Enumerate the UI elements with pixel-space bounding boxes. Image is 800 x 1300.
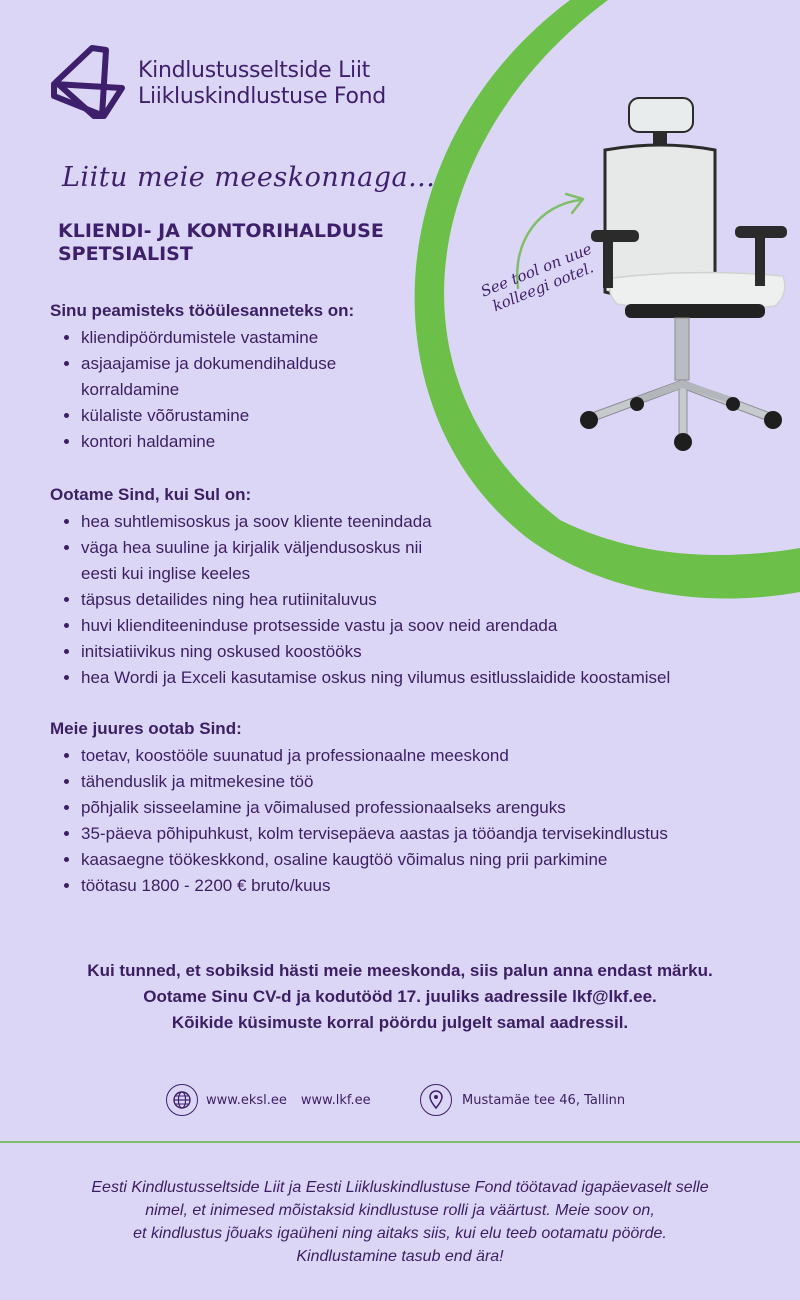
benefits-list xyxy=(50,743,770,899)
footer-statement xyxy=(40,1176,760,1268)
address-contact xyxy=(420,1081,625,1119)
list-item: • põhjalik sisseelamine ja võimalused professionaalseks arenguks xyxy=(81,795,770,821)
list-item: • initsiatiivikus ning oskused koostööks xyxy=(81,639,770,665)
organization-name xyxy=(138,58,386,110)
section-heading: Ootame Sind, kui Sul on: xyxy=(50,485,252,504)
map-pin-icon xyxy=(420,1084,452,1116)
organization-logo-icon xyxy=(48,44,130,122)
list-item: • kliendipöördumistele vastamine xyxy=(81,325,470,351)
section-duties xyxy=(50,301,470,455)
globe-icon xyxy=(166,1084,198,1116)
list-item: • asjaajamise ja dokumendihalduse korraldamine xyxy=(81,351,381,403)
cta-line: Kõikide küsimuste korral pöördu julgelt samal aadressil. xyxy=(171,1013,629,1032)
list-item: • 35-päeva põhipuhkust, kolm tervisepäeva aastas ja tööandja tervisekindlustus xyxy=(81,821,770,847)
list-item: • täpsus detailides ning hea rutiinitaluvus xyxy=(81,587,770,613)
list-item: • huvi klienditeeninduse protsesside vastu ja soov neid arendada xyxy=(81,613,770,639)
list-item: • hea Wordi ja Exceli kasutamise oskus ning vilumus esitlusslaidide koostamisel xyxy=(81,665,770,691)
web-contact xyxy=(166,1081,371,1119)
list-item: • toetav, koostööle suunatud ja professionaalne meeskond xyxy=(81,743,770,769)
section-requirements xyxy=(50,485,770,691)
org-name-line1: Kindlustusseltside Liit xyxy=(138,58,371,83)
requirements-list xyxy=(50,509,770,691)
tagline: Liitu meie meeskonnaga... xyxy=(62,162,436,193)
duties-list xyxy=(50,325,470,455)
footer-line: Kindlustamine tasub end ära! xyxy=(296,1248,504,1265)
section-heading: Meie juures ootab Sind: xyxy=(50,719,242,738)
address-text: Mustamäe tee 46, Tallinn xyxy=(462,1092,626,1108)
website-link-lkf[interactable]: www.lkf.ee xyxy=(300,1092,371,1108)
cta-line: Kui tunned, et sobiksid hästi meie meeskonda, siis palun anna endast märku. xyxy=(87,961,713,980)
divider xyxy=(0,1141,800,1143)
cta-line: Ootame Sinu CV-d ja kodutööd 17. juuliks aadressile lkf@lkf.ee. xyxy=(143,987,657,1006)
list-item: • külaliste võõrustamine xyxy=(81,403,470,429)
list-item: • hea suhtlemisoskus ja soov kliente teenindada xyxy=(81,509,770,535)
list-item: • kaasaegne töökeskkond, osaline kaugtöö võimalus ning prii parkimine xyxy=(81,847,770,873)
list-item: • tähenduslik ja mitmekesine töö xyxy=(81,769,770,795)
office-chair-illustration xyxy=(575,92,795,454)
call-to-action xyxy=(40,958,760,1036)
section-benefits xyxy=(50,719,770,899)
org-name-line2: Liikluskindlustuse Fond xyxy=(138,84,386,109)
footer-line: et kindlustus jõuaks igaüheni ning aitaks siis, kui elu teeb ootamatu pöörde. xyxy=(133,1225,667,1242)
chair-note: See tool on uue kolleegi ootel. xyxy=(478,239,597,316)
section-heading: Sinu peamisteks tööülesanneteks on: xyxy=(50,301,355,320)
list-item: • väga hea suuline ja kirjalik väljendusoskus nii eesti kui inglise keeles xyxy=(81,535,441,587)
footer-line: nimel, et inimesed mõistaksid kindlustuse rolli ja väärtust. Meie soov on, xyxy=(145,1202,655,1219)
footer-line: Eesti Kindlustusseltside Liit ja Eesti Liikluskindlustuse Fond töötavad igapäevaselt selle xyxy=(91,1179,709,1196)
list-item: • kontori haldamine xyxy=(81,429,470,455)
job-title: KLIENDI- JA KONTORIHALDUSE SPETSIALIST xyxy=(58,220,384,265)
website-link-eksl[interactable]: www.eksl.ee xyxy=(206,1092,287,1108)
list-item: • töötasu 1800 - 2200 € bruto/kuus xyxy=(81,873,770,899)
